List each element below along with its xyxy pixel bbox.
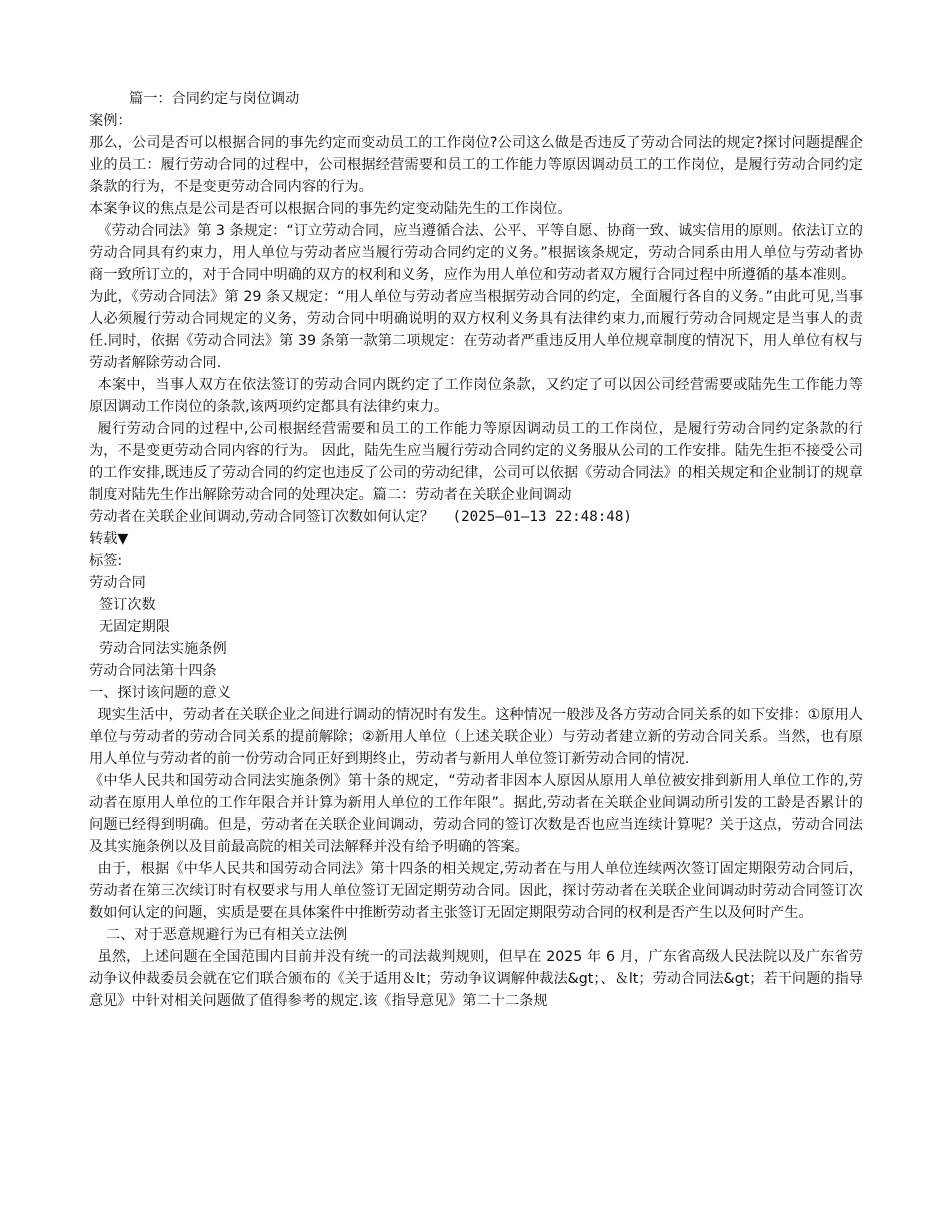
paragraph-case-label: 案例：	[89, 113, 132, 129]
paragraph-regulation: 《中华人民共和国劳动合同法实施条例》第十条的规定，“劳动者非因本人原因从原用人单位被安排到新用人单位工作的,劳动者在原用人单位的工作年限合并计算为新用人单位的工作年限”。据此,劳动者在关联企业间调动所引发的工龄是否累计的问题已经得到明确。但是，劳动者在关联企业间调动，劳动合同的签订次数是否也应当连续计算呢？关于这点，劳动合同法及其实施条例以及目前最高院的相关司法解释并没有给予明确的答案。	[89, 773, 863, 855]
article-heading-line	[89, 506, 863, 528]
article-timestamp: (2025—01—13 22:48:48)	[452, 509, 632, 525]
tag-link-3[interactable]: 无固定期限	[98, 619, 170, 635]
paragraph-focus: 本案争议的焦点是公司是否可以根据合同的事先约定变动陆先生的工作岗位。	[89, 201, 572, 217]
tag-link-1[interactable]: 劳动合同	[89, 575, 146, 591]
section-heading-1: 一、探讨该问题的意义	[89, 685, 231, 701]
paragraph-article-3: 《劳动合同法》第 3 条规定：“订立劳动合同，应当遵循合法、公平、平等自愿、协商一致、诚实信用的原则。依法订立的劳动合同具有约束力，用人单位与劳动者应当履行劳动合同约定的义务。”根据该条规定，劳动合同系由用人单位与劳动者协商一致所订立的，对于合同中明确的双方的权利和义务，应作为用人单位和劳动者双方履行合同过程中所遵循的基本准则。	[89, 223, 863, 283]
section1-title: 篇一：合同约定与岗位调动	[129, 91, 300, 107]
repost-link[interactable]: 转载▼	[89, 531, 129, 547]
document-body	[89, 88, 863, 1012]
tag-link-5[interactable]: 劳动合同法第十四条	[89, 663, 217, 679]
tags-label: 标签:	[89, 553, 123, 569]
paragraph-guidance: 虽然，上述问题在全国范围内目前并没有统一的司法裁判规则，但早在 2025 年 6 月，广东省高级人民法院以及广东省劳动争议仲裁委员会就在它们联合颁布的《关于适用＆lt；劳动争议调解仲裁法&gt；、＆lt；劳动合同法&gt；若干问题的指导意见》中针对相关问题做了值得参考的规定.该《指导意见》第二十二条规	[89, 949, 863, 1009]
section-heading-2: 二、对于恶意规避行为已有相关立法例	[106, 927, 348, 943]
paragraph-question: 那么，公司是否可以根据合同的事先约定而变动员工的工作岗位?公司这么做是否违反了劳动合同法的规定?探讨问题提醒企业的员工：履行劳动合同的过程中，公司根据经营需要和员工的工作能力等原因调动员工的工作岗位，是履行劳动合同约定条款的行为，不是变更劳动合同内容的行为。	[89, 135, 863, 195]
tag-link-2[interactable]: 签订次数	[98, 597, 156, 613]
paragraph-article-14: 由于，根据《中华人民共和国劳动合同法》第十四条的相关规定,劳动者在与用人单位连续两次签订固定期限劳动合同后，劳动者在第三次续订时有权要求与用人单位签订无固定期劳动合同。因此，探讨劳动者在关联企业间调动时劳动合同签订次数如何认定的问题，实质是要在具体案件中推断劳动者主张签订无固定期限劳动合同的权利是否产生以及何时产生。	[89, 861, 863, 921]
paragraph-conclusion: 履行劳动合同的过程中,公司根据经营需要和员工的工作能力等原因调动员工的工作岗位，是履行劳动合同约定条款的行为，不是变更劳动合同内容的行为。 因此，陆先生应当履行劳动合同约定的义务服从公司的工作安排。陆先生拒不接受公司的工作安排,既违反了劳动合同的约定也违反了公司的劳动纪律，公司可以依据《劳动合同法》的相关规定和企业制订的规章制度对陆先生作出解除劳动合同的处理决定。篇二：劳动者在关联企业间调动	[89, 421, 863, 503]
article-heading: 劳动者在关联企业间调动,劳动合同签订次数如何认定？	[89, 509, 435, 525]
paragraph-case-analysis: 本案中，当事人双方在依法签订的劳动合同内既约定了工作岗位条款，又约定了可以因公司经营需要或陆先生工作能力等原因调动工作岗位的条款,该两项约定都具有法律约束力。	[89, 377, 863, 415]
paragraph-reality: 现实生活中，劳动者在关联企业之间进行调动的情况时有发生。这种情况一般涉及各方劳动合同关系的如下安排：①原用人单位与劳动者的劳动合同关系的提前解除；②新用人单位（上述关联企业）与劳动者建立新的劳动合同关系。当然，也有原用人单位与劳动者的前一份劳动合同正好到期终止，劳动者与新用人单位签订新劳动合同的情况.	[89, 707, 863, 767]
tag-link-4[interactable]: 劳动合同法实施条例	[98, 641, 227, 657]
paragraph-article-29: 为此，《劳动合同法》第 29 条又规定：“用人单位与劳动者应当根据劳动合同的约定，全面履行各自的义务。”由此可见,当事人必须履行劳动合同规定的义务，劳动合同中明确说明的双方权利义务具有法律约束力,而履行劳动合同规定是当事人的责任.同时，依据《劳动合同法》第 39 条第一款第二项规定：在劳动者严重违反用人单位规章制度的情况下，用人单位有权与劳动者解除劳动合同.	[89, 289, 863, 371]
